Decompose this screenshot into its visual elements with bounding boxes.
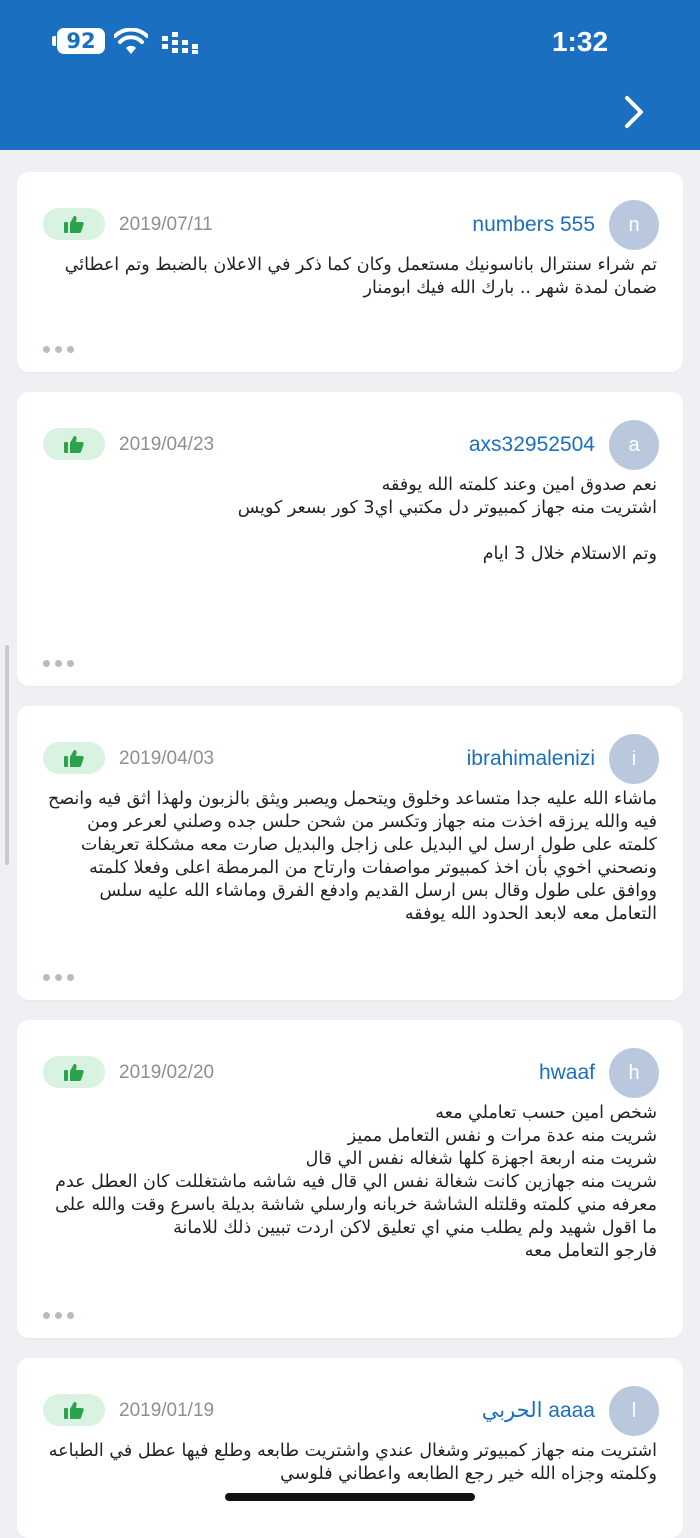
like-button[interactable] <box>43 742 105 774</box>
review-date: 2019/02/20 <box>119 1062 215 1083</box>
review-text: اشتريت منه جهاز كمبيوتر وشغال عندي واشتريت طابعه وطلع فيها عطل في الطباعه وكلمته وجزاه الله خير رجع الطابعه واعطاني فلوسي <box>48 1441 657 1484</box>
like-button[interactable] <box>43 1394 105 1426</box>
review-text: نعم صدوق امين وعند كلمته الله يوفقه اشتريت منه جهاز كمبيوتر دل مكتبي اي3 كور بسعر كويس وتم الاستلام خلال 3 ايام <box>237 475 657 564</box>
battery-indicator: 92 <box>57 28 105 54</box>
avatar[interactable]: l <box>609 1386 659 1436</box>
review-card <box>17 172 683 372</box>
app-header <box>0 0 700 150</box>
review-text: تم شراء سنترال باناسونيك مستعمل وكان كما ذكر في الاعلان بالضبط وتم اعطائي ضمان لمدة شهر .. بارك الله فيك ابومنار <box>64 255 657 298</box>
review-date: 2019/01/19 <box>119 1400 215 1421</box>
ellipsis-icon[interactable] <box>43 338 83 348</box>
thumbs-up-icon <box>64 1063 84 1081</box>
reviews-feed <box>0 150 700 1514</box>
review-text: شخص امين حسب تعاملي معه شريت منه عدة مرات و نفس التعامل مميز شريت منه اربعة اجهزة كلها شغاله نفس الي قال شريت منه جهازين كانت شغالة نفس الي قال فيه شاشه ماشتغللت كان العطل عدم معرفه مني كلمته وقلتله الشاشة خربانه وارسلي شاشة بديلة باسرع وقت والله على ما اقول شهيد ولم يطلب مني اي تعليق لاكن اردت تبيين ذلك للامانة فارجو التعامل معه <box>55 1103 657 1261</box>
review-text: ماشاء الله عليه جدا متساعد وخلوق ويتحمل ويصبر ويثق بالزبون ولهذا اثق فيه وانصح فيه والله يرزقه اخذت منه جهاز وتكسر من شحن حلس جده وصلني لعرعر ومن كلمته على طول ارسل لي البديل على زاجل والبديل صارت معه مشكلة تعريفات ونصحني اخوي بأن اخذ كمبيوتر مواصفات وارتاح من المرمطة اعلى وفعلا كلمته ووافق على طول وقال بس ارسل القديم وادفع الفرق وماشاء الله عليه سلس التعامل معه لابعد الحدود الله يوفقه <box>47 789 657 924</box>
ellipsis-icon[interactable] <box>43 1304 83 1314</box>
like-button[interactable] <box>43 1056 105 1088</box>
review-username[interactable]: ibrahimalenizi <box>466 747 595 770</box>
review-username[interactable]: numbers 555 <box>472 213 595 236</box>
review-card <box>17 392 683 686</box>
review-card <box>17 1020 683 1338</box>
thumbs-up-icon <box>64 215 84 233</box>
review-date: 2019/04/03 <box>119 748 215 769</box>
status-bar <box>0 20 700 64</box>
ellipsis-icon[interactable] <box>43 966 83 976</box>
avatar[interactable]: h <box>609 1048 659 1098</box>
review-username[interactable]: axs32952504 <box>468 433 595 456</box>
scrollbar[interactable] <box>5 645 9 865</box>
chevron-right-icon[interactable] <box>614 92 654 132</box>
thumbs-up-icon <box>64 435 84 453</box>
review-date: 2019/04/23 <box>119 434 215 455</box>
review-username[interactable]: الحربي aaaa <box>481 1399 595 1422</box>
ellipsis-icon[interactable] <box>43 652 83 662</box>
thumbs-up-icon <box>64 1401 84 1419</box>
avatar[interactable]: n <box>609 200 659 250</box>
cellular-signal-icon <box>160 30 200 56</box>
avatar[interactable]: a <box>609 420 659 470</box>
home-indicator[interactable] <box>225 1493 475 1501</box>
thumbs-up-icon <box>64 749 84 767</box>
status-time: 1:32 <box>551 26 609 57</box>
review-date: 2019/07/11 <box>119 214 213 235</box>
avatar[interactable]: i <box>609 734 659 784</box>
wifi-icon <box>114 28 148 56</box>
like-button[interactable] <box>43 428 105 460</box>
like-button[interactable] <box>43 208 105 240</box>
review-card <box>17 706 683 1000</box>
review-username[interactable]: hwaaf <box>538 1061 595 1084</box>
review-card <box>17 1358 683 1538</box>
